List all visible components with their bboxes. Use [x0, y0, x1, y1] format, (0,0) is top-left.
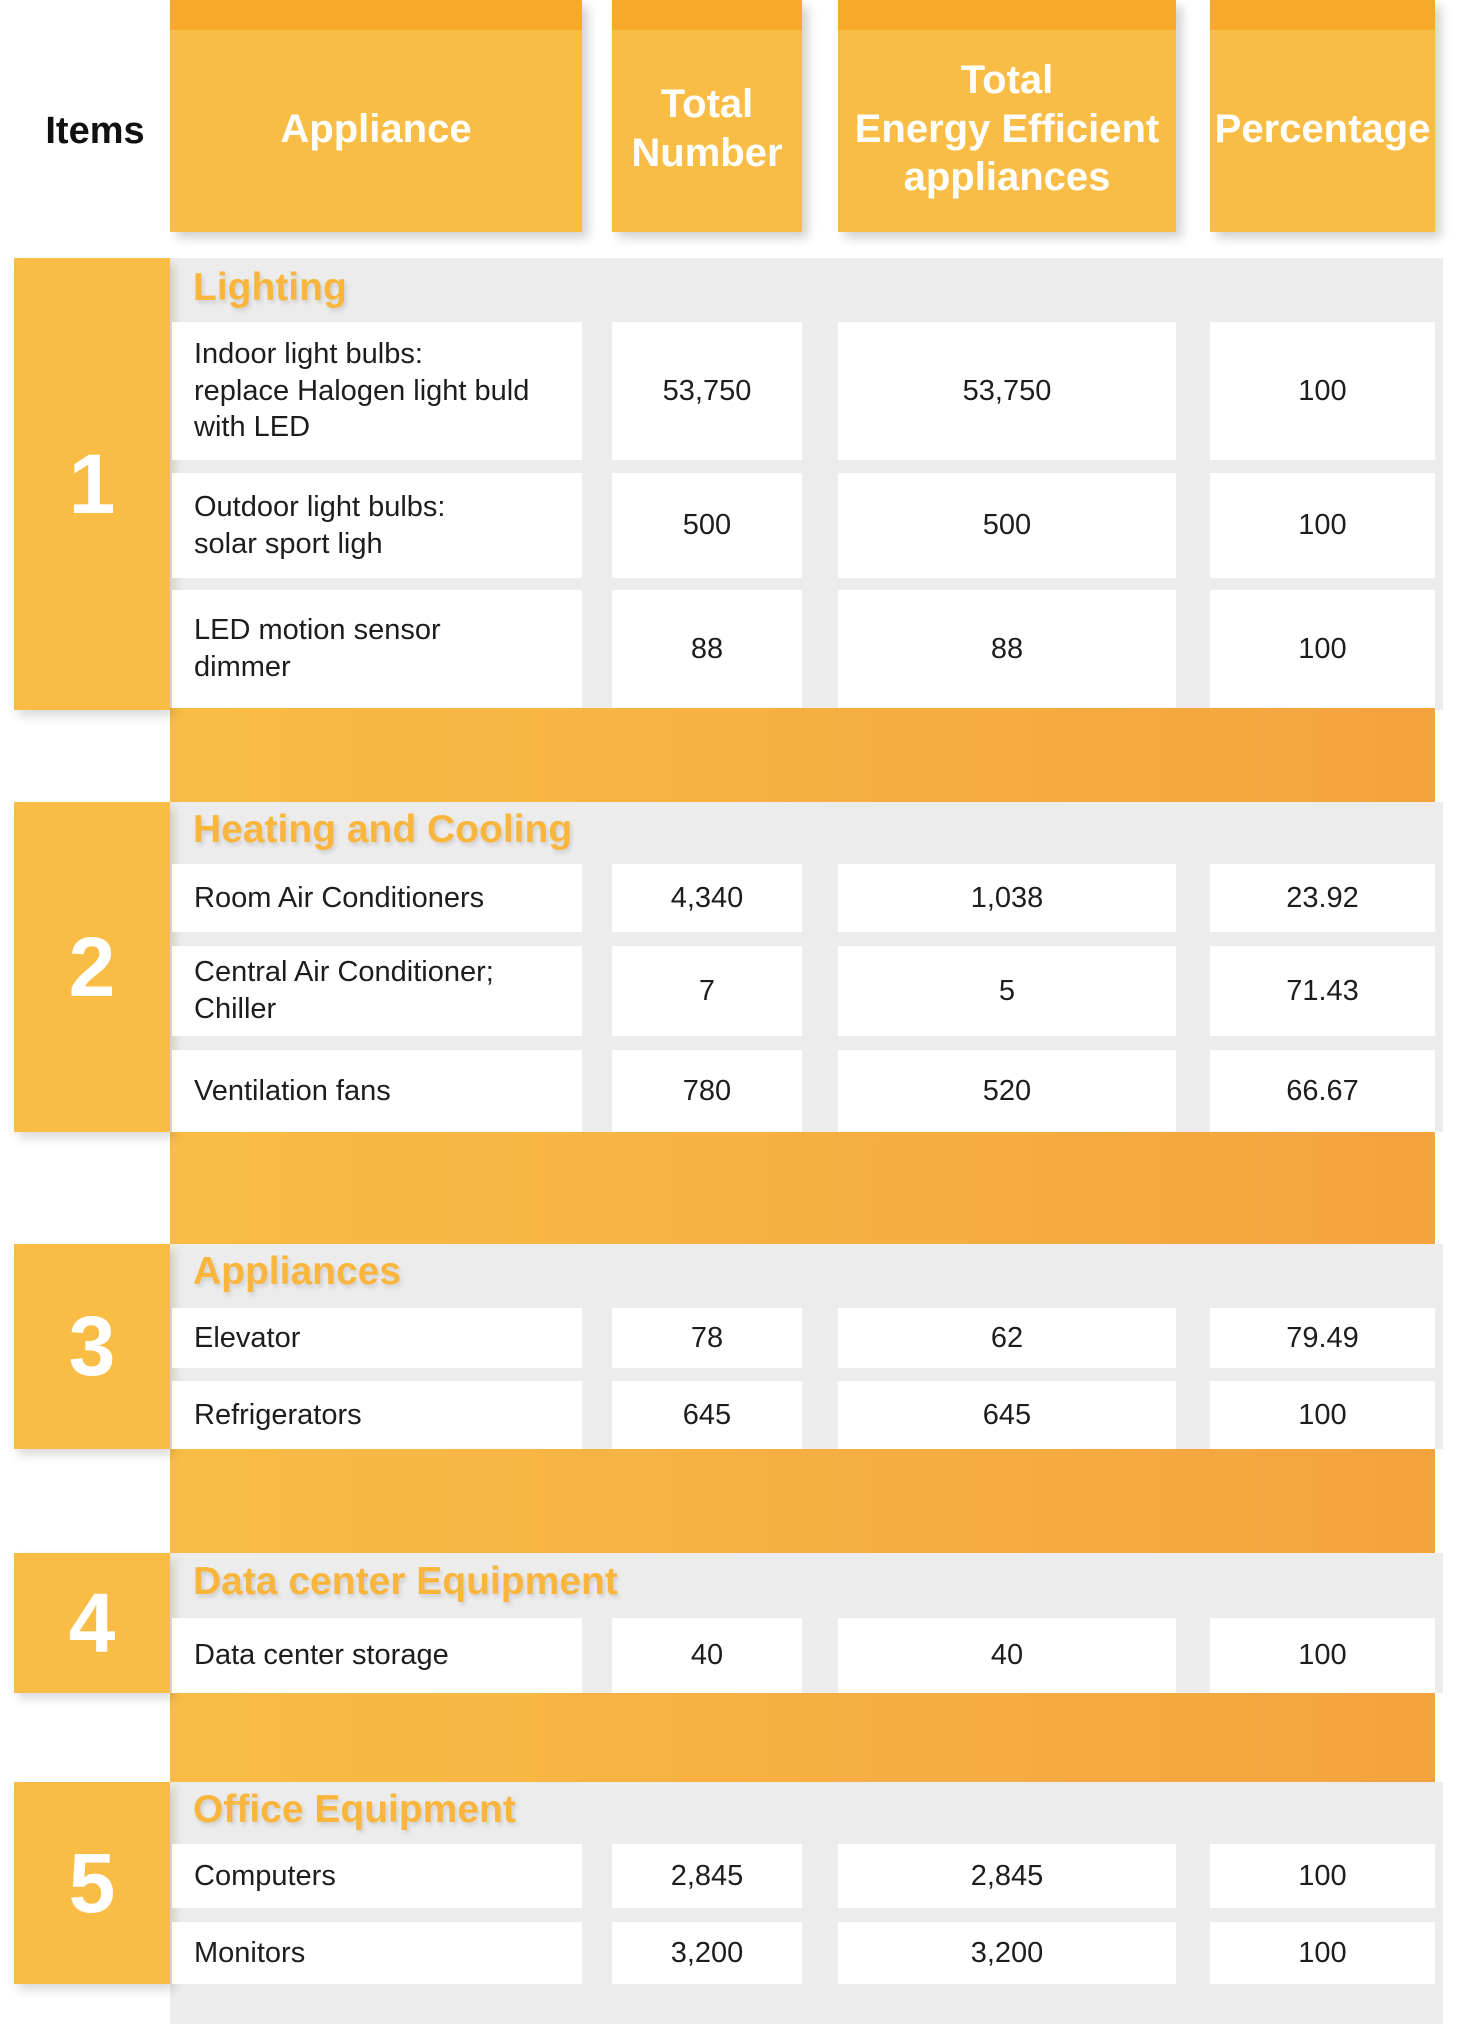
- section-number: 4: [14, 1553, 170, 1693]
- appliance-cell: Ventilation fans: [172, 1050, 582, 1132]
- efficient-cell: 645: [838, 1381, 1176, 1449]
- appliance-cell: Data center storage: [172, 1618, 582, 1693]
- section-number: 1: [14, 258, 170, 710]
- efficient-cell: 3,200: [838, 1922, 1176, 1984]
- percentage-cell: 100: [1210, 1844, 1435, 1908]
- section-title: Lighting: [193, 266, 347, 309]
- total-number-cell: 4,340: [612, 864, 802, 932]
- total-number-cell: 3,200: [612, 1922, 802, 1984]
- efficient-cell: 1,038: [838, 864, 1176, 932]
- efficient-cell: 62: [838, 1308, 1176, 1368]
- total-number-cell: 500: [612, 473, 802, 578]
- section-number: 3: [14, 1244, 170, 1449]
- efficient-cell: 520: [838, 1050, 1176, 1132]
- percentage-cell: 100: [1210, 1922, 1435, 1984]
- appliance-cell: Room Air Conditioners: [172, 864, 582, 932]
- appliance-cell: Elevator: [172, 1308, 582, 1368]
- percentage-cell: 100: [1210, 590, 1435, 708]
- efficient-cell: 53,750: [838, 322, 1176, 460]
- percentage-cell: 100: [1210, 322, 1435, 460]
- efficient-cell: 88: [838, 590, 1176, 708]
- total-number-cell: 780: [612, 1050, 802, 1132]
- total-number-header: Total Number: [612, 0, 802, 232]
- section-separator: [170, 708, 1435, 802]
- total-number-cell: 40: [612, 1618, 802, 1693]
- total-number-cell: 78: [612, 1308, 802, 1368]
- efficient-cell: 2,845: [838, 1844, 1176, 1908]
- appliance-cell: Refrigerators: [172, 1381, 582, 1449]
- section-title: Heating and Cooling: [193, 808, 573, 851]
- appliance-cell: Central Air Conditioner; Chiller: [172, 946, 582, 1036]
- appliance-cell: Monitors: [172, 1922, 582, 1984]
- percentage-cell: 79.49: [1210, 1308, 1435, 1368]
- efficient-cell: 500: [838, 473, 1176, 578]
- total-number-cell: 645: [612, 1381, 802, 1449]
- appliance-header: Appliance: [170, 0, 582, 232]
- section-number: 5: [14, 1782, 170, 1984]
- section-title: Appliances: [193, 1250, 402, 1293]
- total-number-cell: 53,750: [612, 322, 802, 460]
- section-separator: [170, 1132, 1435, 1244]
- total-number-cell: 2,845: [612, 1844, 802, 1908]
- percentage-cell: 23.92: [1210, 864, 1435, 932]
- total-efficient-header: Total Energy Efficient appliances: [838, 0, 1176, 232]
- total-number-cell: 7: [612, 946, 802, 1036]
- section-title: Data center Equipment: [193, 1560, 618, 1603]
- percentage-header: Percentage: [1210, 0, 1435, 232]
- percentage-cell: 100: [1210, 473, 1435, 578]
- percentage-cell: 100: [1210, 1618, 1435, 1693]
- appliance-cell: Outdoor light bulbs: solar sport ligh: [172, 473, 582, 578]
- efficient-cell: 40: [838, 1618, 1176, 1693]
- percentage-cell: 71.43: [1210, 946, 1435, 1036]
- appliance-cell: Indoor light bulbs: replace Halogen light buld with LED: [172, 322, 582, 460]
- appliance-cell: Computers: [172, 1844, 582, 1908]
- items-header: Items: [45, 110, 145, 152]
- section-number: 2: [14, 802, 170, 1132]
- percentage-cell: 100: [1210, 1381, 1435, 1449]
- section-separator: [170, 1449, 1435, 1553]
- efficient-cell: 5: [838, 946, 1176, 1036]
- section-separator: [170, 1693, 1435, 1782]
- percentage-cell: 66.67: [1210, 1050, 1435, 1132]
- section-title: Office Equipment: [193, 1788, 516, 1831]
- total-number-cell: 88: [612, 590, 802, 708]
- appliance-cell: LED motion sensor dimmer: [172, 590, 582, 708]
